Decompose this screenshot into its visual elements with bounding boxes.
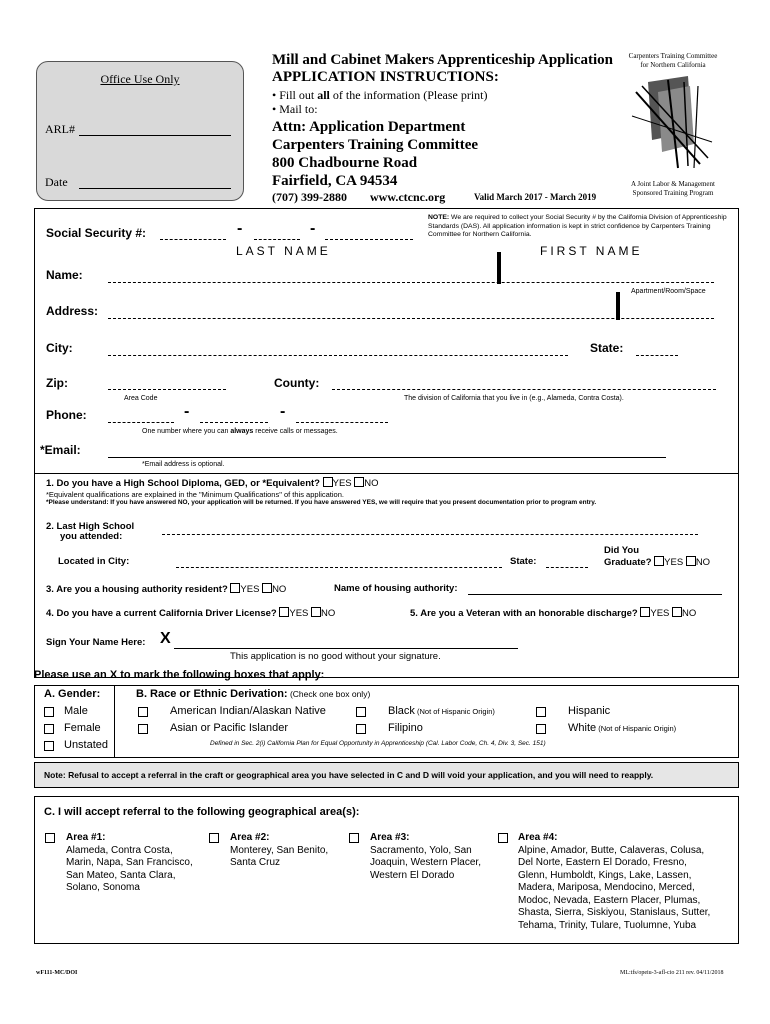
area4-line: Tehama, Trinity, Tulare, Tuolumne, Yuba bbox=[518, 919, 697, 931]
q3-text: 3. Are you a housing authority resident? bbox=[46, 584, 228, 595]
footer-revision: ML:tfs/opeiu-3-afl-cio 211 rev. 04/11/2018 bbox=[620, 970, 724, 976]
located-city-label: Located in City: bbox=[58, 556, 130, 567]
graduate-question bbox=[604, 556, 710, 568]
q4-no-label: NO bbox=[321, 608, 336, 619]
q3-yes-label: YES bbox=[240, 584, 260, 595]
form-title: Mill and Cabinet Makers Apprenticeship Application bbox=[272, 52, 614, 68]
area4-line: Alpine, Amador, Butte, Calaveras, Colusa, bbox=[518, 844, 705, 856]
address-label: Address: bbox=[46, 304, 99, 318]
state-label: State: bbox=[590, 341, 624, 355]
footer-form-code: wF111-MC/DOI bbox=[36, 970, 78, 976]
q3-no-checkbox[interactable] bbox=[262, 583, 272, 593]
mailing-attn: Attn: Application Department bbox=[272, 119, 466, 135]
race-white-note: (Not of Hispanic Origin) bbox=[596, 724, 677, 733]
q4-license bbox=[46, 607, 335, 619]
area1-line: Alameda, Contra Costa, bbox=[66, 844, 173, 856]
area3-block bbox=[370, 832, 481, 882]
race-native-label: American Indian/Alaskan Native bbox=[170, 705, 326, 717]
office-use-box bbox=[36, 61, 244, 201]
zip-label: Zip: bbox=[46, 376, 68, 390]
q3-no-label: NO bbox=[272, 584, 287, 595]
graduate-yes-label: YES bbox=[664, 557, 684, 568]
area4-line: Del Norte, Eastern El Dorado, Fresno, bbox=[518, 857, 687, 868]
ssn-label: Social Security #: bbox=[46, 226, 147, 240]
demographics-divider bbox=[114, 685, 115, 758]
valid-dates: Valid March 2017 - March 2019 bbox=[474, 192, 597, 202]
signature-note: This application is no good without your signature. bbox=[230, 651, 441, 662]
gender-male-checkbox[interactable] bbox=[44, 707, 54, 717]
instruction-fill-post: of the information (Please print) bbox=[329, 88, 488, 102]
mailing-org: Carpenters Training Committee bbox=[272, 137, 479, 153]
area4-title: Area #4: bbox=[518, 832, 558, 843]
state-field[interactable] bbox=[636, 355, 678, 356]
race-hispanic-label: Hispanic bbox=[568, 705, 611, 717]
q5-yes-checkbox[interactable] bbox=[640, 607, 650, 617]
area4-line: Madera, Mariposa, Mendocino, Merced, bbox=[518, 882, 695, 893]
first-name-heading: FIRST NAME bbox=[540, 244, 643, 258]
city-field[interactable] bbox=[108, 355, 568, 356]
email-label: *Email: bbox=[40, 443, 81, 457]
q1-no-checkbox[interactable] bbox=[354, 477, 364, 487]
phone-line-field[interactable] bbox=[296, 422, 388, 423]
q3-yes-checkbox[interactable] bbox=[230, 583, 240, 593]
gender-title: A. Gender: bbox=[44, 688, 101, 700]
area4-line: Modoc, Nevada, Eastern Placer, Plumas, bbox=[518, 894, 701, 906]
ssn-note bbox=[428, 214, 728, 240]
phone-dash-2: - bbox=[280, 403, 286, 420]
ssn-part3-field[interactable] bbox=[325, 239, 413, 240]
ssn-note-bold: NOTE: bbox=[428, 214, 450, 221]
areas-title: C. I will accept referral to the following geographical area(s): bbox=[44, 806, 360, 818]
q5-yes-label: YES bbox=[650, 608, 670, 619]
phone-hint bbox=[142, 428, 338, 435]
contact-website[interactable]: www.ctcnc.org bbox=[370, 190, 446, 204]
area-code-hint: Area Code bbox=[124, 395, 158, 402]
address-divider bbox=[616, 292, 620, 320]
q4-text: 4. Do you have a current California Driver License? bbox=[46, 608, 277, 619]
instruction-fill-pre: • Fill out bbox=[272, 88, 318, 102]
q5-no-checkbox[interactable] bbox=[672, 607, 682, 617]
contact-phone: (707) 399-2880 bbox=[272, 190, 347, 204]
phone-hint-post: receive calls or messages. bbox=[253, 428, 338, 435]
area2-title: Area #2: bbox=[230, 832, 270, 843]
area3-checkbox[interactable] bbox=[349, 833, 359, 843]
housing-name-label: Name of housing authority: bbox=[334, 583, 458, 594]
race-hispanic-checkbox[interactable] bbox=[536, 707, 546, 717]
q1-yes-label: YES bbox=[332, 478, 352, 489]
area3-title: Area #3: bbox=[370, 832, 410, 843]
graduate-no-checkbox[interactable] bbox=[686, 556, 696, 566]
address-field[interactable] bbox=[108, 318, 714, 319]
q1-note-equivalent: *Equivalent qualifications are explained in the "Minimum Qualifications" of this application. bbox=[46, 490, 344, 499]
joint-program-line1: A Joint Labor & Management bbox=[631, 180, 715, 188]
boxes-intro: Please use an X to mark the following boxes that apply: bbox=[34, 669, 325, 681]
sign-label: Sign Your Name Here: bbox=[46, 637, 146, 648]
graduate-no-label: NO bbox=[695, 557, 711, 568]
q5-no-label: NO bbox=[682, 608, 697, 619]
committee-name-line1: Carpenters Training Committee bbox=[628, 52, 718, 60]
instruction-fill-bold: all bbox=[317, 88, 330, 102]
area1-line: Marin, Napa, San Francisco, bbox=[66, 857, 193, 868]
ssn-part2-field[interactable] bbox=[254, 239, 300, 240]
phone-hint-bold: always bbox=[230, 428, 254, 435]
area4-line: Glenn, Humboldt, Kings, Lake, Lassen, bbox=[518, 869, 692, 881]
city-label: City: bbox=[46, 341, 73, 355]
area3-line: Western El Dorado bbox=[370, 869, 455, 881]
area4-checkbox[interactable] bbox=[498, 833, 508, 843]
name-field[interactable] bbox=[108, 282, 714, 283]
q4-yes-label: YES bbox=[289, 608, 309, 619]
area2-block bbox=[230, 832, 328, 870]
phone-prefix-field[interactable] bbox=[200, 422, 268, 423]
graduate-label: Graduate? bbox=[604, 557, 652, 568]
q4-no-checkbox[interactable] bbox=[311, 607, 321, 617]
race-hint: (Check one box only) bbox=[287, 689, 371, 699]
name-divider bbox=[497, 252, 501, 284]
gender-male-label: Male bbox=[64, 705, 88, 717]
county-field[interactable] bbox=[332, 389, 716, 390]
instruction-mail-to: • Mail to: bbox=[272, 102, 318, 116]
committee-logo bbox=[628, 72, 718, 172]
phone-dash-1: - bbox=[184, 403, 190, 420]
race-asian-checkbox[interactable] bbox=[138, 724, 148, 734]
area3-line: Sacramento, Yolo, San bbox=[370, 844, 472, 856]
joint-program-line2: Sponsored Training Program bbox=[632, 189, 714, 197]
office-use-title: Office Use Only bbox=[100, 72, 180, 86]
race-black-text: Black bbox=[388, 705, 415, 717]
arl-field[interactable] bbox=[79, 135, 231, 136]
q5-text: 5. Are you a Veteran with an honorable discharge? bbox=[410, 608, 638, 619]
race-title bbox=[136, 688, 370, 700]
zip-field[interactable] bbox=[108, 389, 226, 390]
phone-label: Phone: bbox=[46, 408, 87, 422]
race-black-label bbox=[388, 705, 495, 717]
committee-name bbox=[618, 52, 728, 70]
area2-line: Santa Cruz bbox=[230, 857, 281, 868]
phone-area-field[interactable] bbox=[108, 422, 174, 423]
q1-no-label: NO bbox=[364, 478, 379, 489]
race-asian-label: Asian or Pacific Islander bbox=[170, 722, 288, 734]
signature-field[interactable] bbox=[174, 648, 518, 649]
q2-label-line2: you attended: bbox=[60, 531, 123, 542]
race-title-text: B. Race or Ethnic Derivation: bbox=[136, 688, 288, 700]
q1-yes-checkbox[interactable] bbox=[323, 477, 333, 487]
area1-title: Area #1: bbox=[66, 832, 106, 843]
ssn-dash-2: - bbox=[310, 220, 316, 237]
race-black-checkbox[interactable] bbox=[356, 707, 366, 717]
county-label: County: bbox=[274, 376, 320, 390]
mailing-street: 800 Chadbourne Road bbox=[272, 155, 418, 171]
area3-line: Joaquin, Western Placer, bbox=[370, 857, 481, 868]
ssn-note-text: We are required to collect your Social Security # by the California Division of Apprenticeship Standards (DAS). All application information is kept in strict confidence by Carpenters Training Committee for Northern California. bbox=[428, 214, 727, 238]
q2-label-line1: 2. Last High School bbox=[46, 521, 135, 532]
race-black-note: (Not of Hispanic Origin) bbox=[414, 707, 495, 716]
gender-female-checkbox[interactable] bbox=[44, 724, 54, 734]
q1-diploma bbox=[46, 477, 379, 489]
q1-note-understand: *Please understand: If you have answered NO, your application will be returned. If you have answered YES, we will require that you present documentation prior to program entry. bbox=[46, 499, 597, 506]
date-label: Date bbox=[45, 175, 68, 189]
q5-veteran bbox=[410, 607, 696, 619]
sign-x-mark: X bbox=[160, 630, 171, 647]
race-filipino-checkbox[interactable] bbox=[356, 724, 366, 734]
race-definition-note: Defined in Sec. 2(i) California Plan for Equal Opportunity in Apprenticeship (Cal. Labor Code, Ch. 4, Div. 3, Sec. 151) bbox=[210, 740, 546, 747]
area4-line: Shasta, Sierra, Siskiyou, Stanislaus, Sutter, bbox=[518, 907, 711, 918]
mailing-city: Fairfield, CA 94534 bbox=[272, 173, 398, 189]
did-you-label: Did You bbox=[604, 545, 640, 556]
committee-name-line2: for Northern California bbox=[640, 61, 706, 69]
q1-text: 1. Do you have a High School Diploma, GED, or *Equivalent? bbox=[46, 478, 320, 489]
last-name-heading: LAST NAME bbox=[236, 244, 331, 258]
ssn-part1-field[interactable] bbox=[160, 239, 226, 240]
race-white-checkbox[interactable] bbox=[536, 724, 546, 734]
area2-checkbox[interactable] bbox=[209, 833, 219, 843]
area2-line: Monterey, San Benito, bbox=[230, 844, 329, 856]
email-hint: *Email address is optional. bbox=[142, 461, 225, 468]
race-white-text: White bbox=[568, 722, 597, 734]
high-school-state-field[interactable] bbox=[546, 567, 588, 568]
county-hint: The division of California that you live in (e.g., Alameda, Contra Costa). bbox=[404, 395, 624, 402]
graduate-yes-checkbox[interactable] bbox=[654, 556, 664, 566]
ssn-dash-1: - bbox=[237, 220, 243, 237]
q3-housing bbox=[46, 583, 286, 595]
gender-female-label: Female bbox=[64, 722, 101, 734]
section-divider bbox=[34, 473, 739, 474]
instructions-title: APPLICATION INSTRUCTIONS: bbox=[272, 69, 499, 85]
area1-line: Solano, Sonoma bbox=[66, 882, 140, 893]
name-label: Name: bbox=[46, 268, 83, 282]
high-school-field[interactable] bbox=[162, 534, 698, 535]
date-field[interactable] bbox=[79, 188, 231, 189]
gender-unstated-label: Unstated bbox=[64, 739, 109, 751]
apartment-hint: Apartment/Room/Space bbox=[631, 288, 706, 295]
high-school-state-label: State: bbox=[510, 556, 537, 567]
race-filipino-label: Filipino bbox=[388, 722, 423, 734]
instruction-fill-out bbox=[272, 88, 488, 103]
refusal-note: Note: Refusal to accept a referral in the craft or geographical area you have selected in C and D will void your application, and you will need to reapply. bbox=[44, 770, 654, 780]
race-white-label bbox=[568, 722, 676, 734]
area4-block bbox=[518, 832, 710, 932]
housing-name-field[interactable] bbox=[468, 594, 722, 595]
high-school-city-field[interactable] bbox=[176, 567, 502, 568]
phone-hint-pre: One number where you can bbox=[142, 428, 231, 435]
q4-yes-checkbox[interactable] bbox=[279, 607, 289, 617]
joint-program bbox=[618, 180, 728, 198]
race-native-checkbox[interactable] bbox=[138, 707, 148, 717]
area1-line: San Mateo, Santa Clara, bbox=[66, 869, 176, 881]
area1-block bbox=[66, 832, 193, 895]
area1-checkbox[interactable] bbox=[45, 833, 55, 843]
email-field[interactable] bbox=[108, 457, 666, 458]
gender-unstated-checkbox[interactable] bbox=[44, 741, 54, 751]
arl-label: ARL# bbox=[45, 122, 75, 136]
